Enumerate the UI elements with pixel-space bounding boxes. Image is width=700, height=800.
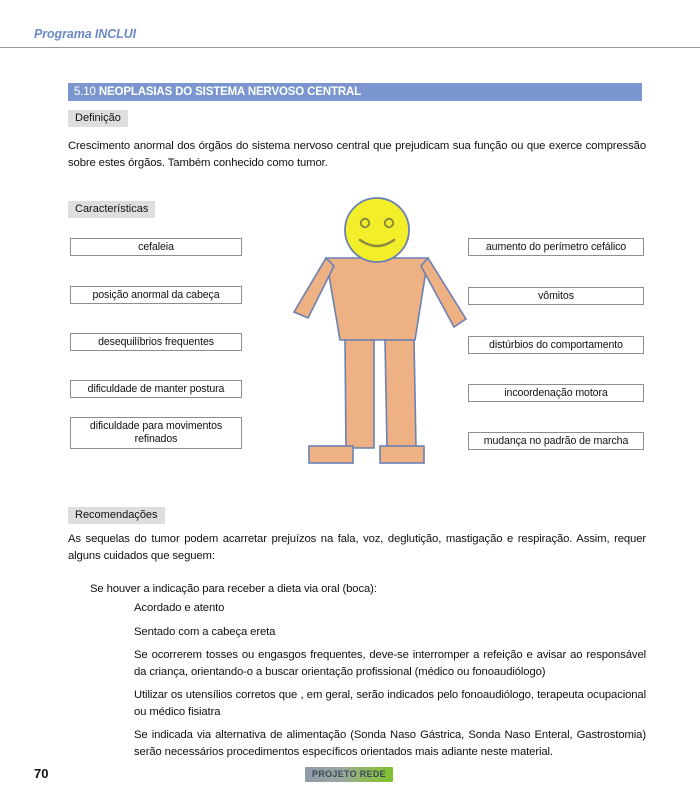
projeto-rede-logo [305,767,393,782]
recommendations-condition: Se houver a indicação para receber a dieta via oral (boca): [90,583,377,595]
list-item: Sentado com a cabeça ereta [134,625,276,638]
figure-right-foot [380,446,424,463]
list-item: Se indicada via alternativa de alimentação (Sonda Naso Gástrica, Sonda Naso Enteral, Gastrostomia) serão necessários procedimentos específicos orientados mais adiante neste material. [134,729,646,758]
figure-left-arm [294,258,334,318]
characteristic-box: posição anormal da cabeça [70,286,242,304]
page-number: 70 [34,766,49,781]
characteristic-box: incoordenação motora [468,384,644,402]
figure-left-foot [309,446,353,463]
characteristic-box: mudança no padrão de marcha [468,432,644,450]
figure-head [345,198,409,262]
figure-right-arm [421,258,466,327]
figure-torso [326,258,428,340]
stick-figure-person-icon [288,196,472,468]
list-item: Utilizar os utensílios corretos que , em geral, serão indicados pelo fonoaudiólogo, terapeuta ocupacional ou médico fisiatra [134,689,646,718]
section-title-bar [68,83,642,101]
recommendations-list [134,600,646,760]
characteristic-box: cefaleia [70,238,242,256]
characteristic-box: vômitos [468,287,644,305]
characteristic-box: distúrbios do comportamento [468,336,644,354]
characteristics-chip-label: Características [68,201,155,218]
definition-chip-label: Definição [68,110,128,127]
figure-left-leg [345,340,374,448]
section-number: 5.10 [74,86,96,98]
running-header-title: Programa INCLUI [34,27,136,41]
list-item: Acordado e atento [134,602,225,614]
characteristic-box: desequilíbrios frequentes [70,333,242,351]
list-item: Se ocorrerem tosses ou engasgos frequentes, deve-se interromper a refeição e avisar ao responsável da criança, orientando-o a buscar orientação profissional (médico ou fonoaudiólogo) [134,649,646,678]
recommendations-intro-paragraph: As sequelas do tumor podem acarretar prejuízos na fala, voz, deglutição, mastigação e respiração. Assim, requer alguns cuidados que seguem: [68,533,646,562]
header-divider [0,47,700,48]
section-title: NEOPLASIAS DO SISTEMA NERVOSO CENTRAL [98,86,362,98]
characteristic-box: aumento do perímetro cefálico [468,238,644,256]
projeto-rede-logo-text: PROJETO REDE [312,769,386,779]
recommendations-chip-label: Recomendações [68,507,165,524]
running-header [0,0,700,48]
characteristic-box: dificuldade de manter postura [70,380,242,398]
definition-paragraph: Crescimento anormal dos órgãos do sistema nervoso central que prejudicam sua função ou que exerce compressão sobre estes órgãos. Também conhecido como tumor. [68,140,646,169]
figure-right-leg [385,340,416,448]
characteristic-box: dificuldade para movimentos refinados [70,417,242,449]
